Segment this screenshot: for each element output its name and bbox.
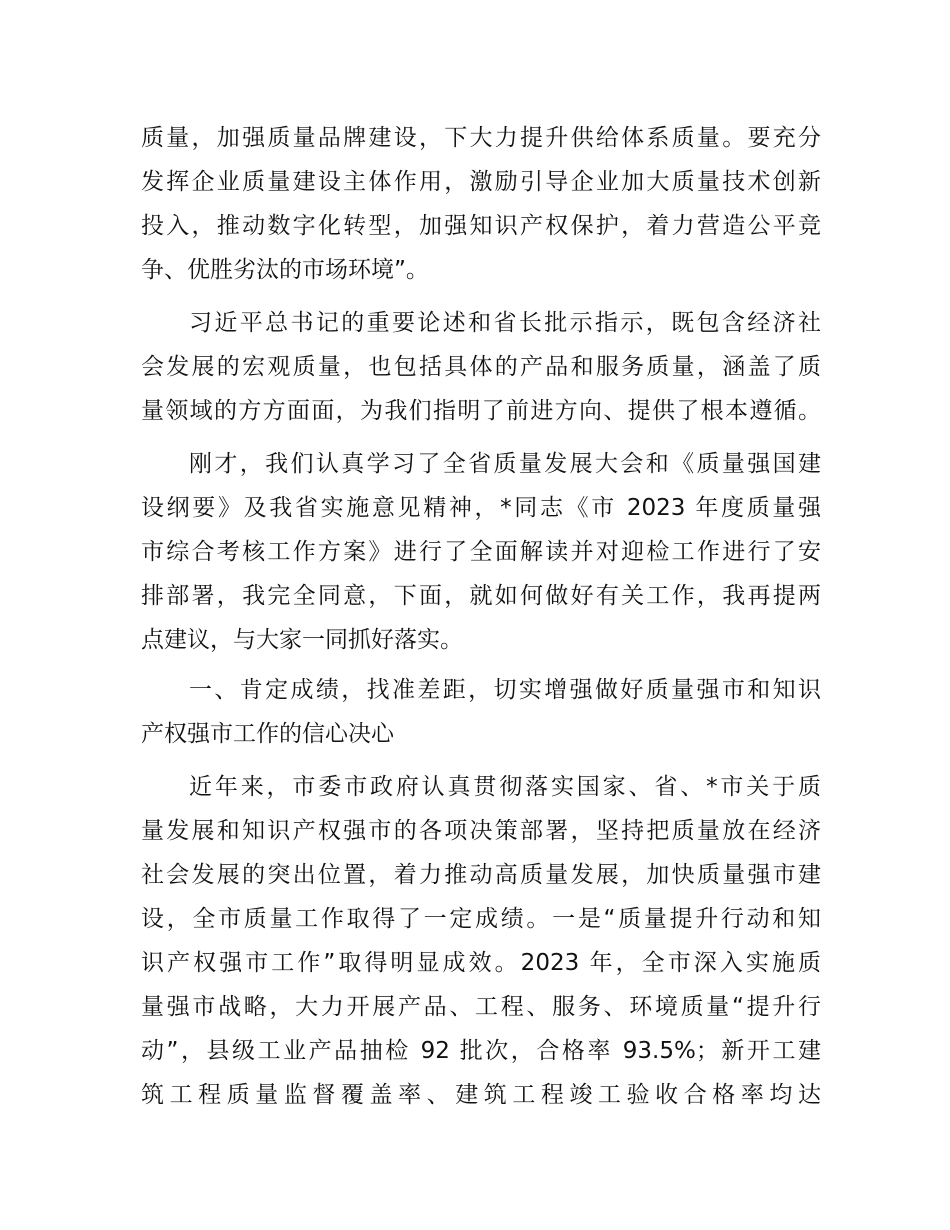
text-line: 近年来，市委市政府认真贯彻落实国家、省、*市关于质	[189, 774, 821, 800]
text-line: 量领域的方方面面，为我们指明了前进方向、提供了根本遵循。	[141, 398, 821, 424]
text-line: 习近平总书记的重要论述和省长批示指示，既包含经济社	[189, 310, 821, 336]
text-line: 发挥企业质量建设主体作用，激励引导企业加大质量技术创新	[141, 169, 821, 195]
text-line: 刚才，我们认真学习了全省质量发展大会和《质量强国建	[189, 451, 821, 477]
text-line: 量强市战略，大力开展产品、工程、服务、环境质量“提升行	[141, 994, 821, 1020]
text-line: 市综合考核工作方案》进行了全面解读并对迎检工作进行了安	[141, 539, 821, 565]
text-line: 动”，县级工业产品抽检 92 批次，合格率 93.5%；新开工建	[141, 1038, 821, 1064]
section-heading-line: 产权强市工作的信心决心	[141, 721, 394, 747]
text-line: 会发展的宏观质量，也包括具体的产品和服务质量，涵盖了质	[141, 354, 821, 380]
text-line: 设纲要》及我省实施意见精神，*同志《市 2023 年度质量强	[141, 495, 821, 521]
text-line: 设，全市质量工作取得了一定成绩。一是“质量提升行动和知	[141, 906, 821, 932]
text-line: 投入，推动数字化转型，加强知识产权保护，着力营造公平竞	[141, 213, 821, 239]
text-line: 量发展和知识产权强市的各项决策部署，坚持把质量放在经济	[141, 818, 821, 844]
text-line: 排部署，我完全同意，下面，就如何做好有关工作，我再提两	[141, 583, 821, 609]
text-line: 筑工程质量监督覆盖率、建筑工程竣工验收合格率均达	[141, 1082, 821, 1108]
section-heading-line: 一、肯定成绩，找准差距，切实增强做好质量强市和知识	[189, 677, 821, 703]
text-line: 社会发展的突出位置，着力推动高质量发展，加快质量强市建	[141, 862, 821, 888]
text-line: 争、优胜劣汰的市场环境”。	[141, 257, 429, 283]
text-line: 识产权强市工作”取得明显成效。2023 年，全市深入实施质	[141, 950, 821, 976]
text-line: 点建议，与大家一同抓好落实。	[141, 627, 463, 653]
text-line: 质量，加强质量品牌建设，下大力提升供给体系质量。要充分	[141, 125, 821, 151]
